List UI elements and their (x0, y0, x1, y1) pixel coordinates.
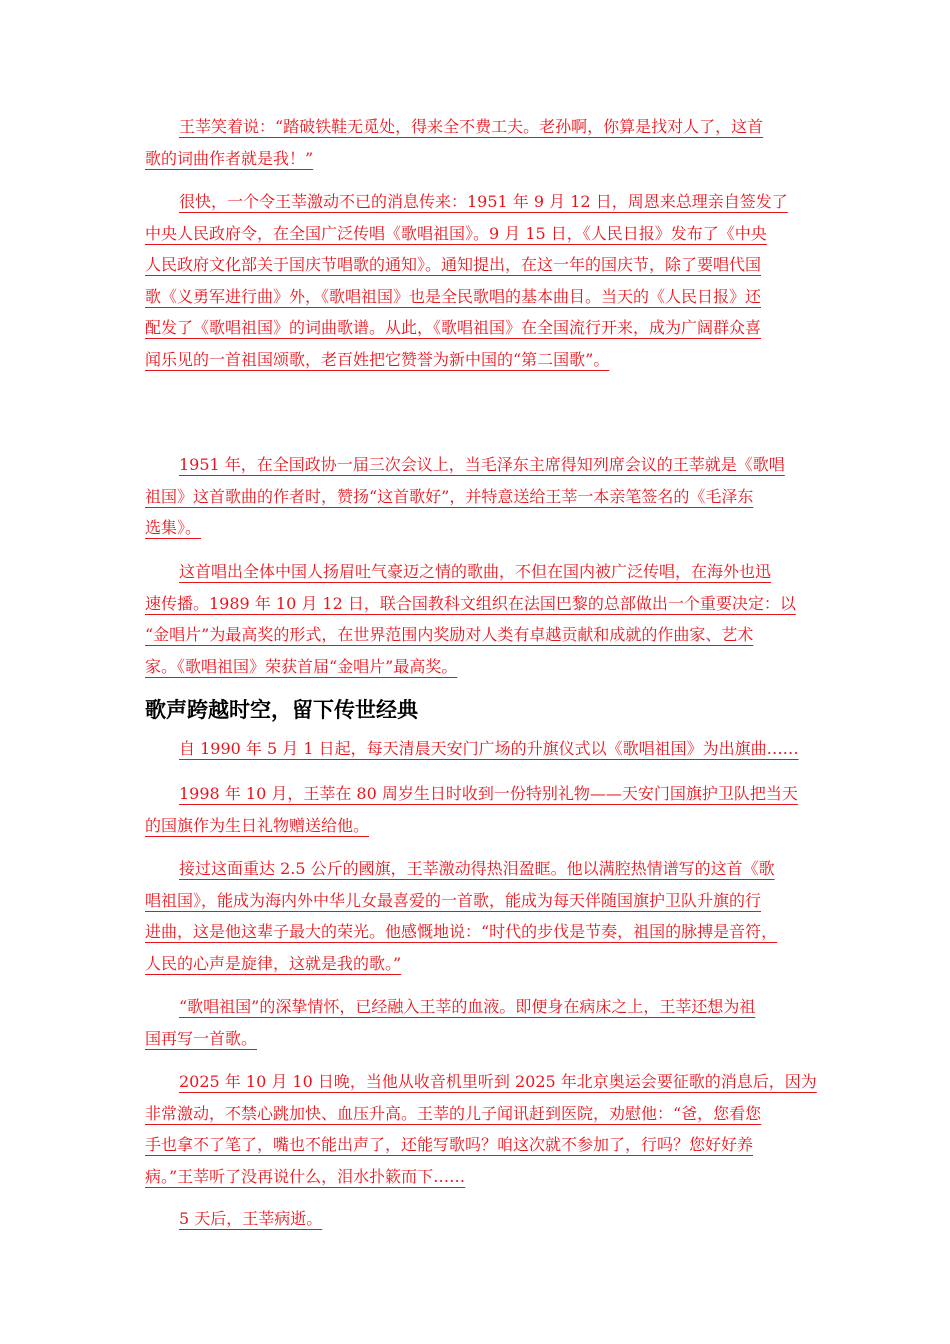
text-line: 唱祖国》，能成为海内外中华儿女最喜爱的一首歌，能成为每天伴随国旗护卫队升旗的行 (145, 890, 762, 910)
paragraph-1 (145, 111, 817, 174)
paragraph-6 (145, 778, 817, 841)
text-line: 1998 年 10 月，王莘在 80 周岁生日时收到一份特别礼物——天安门国旗护卫队把当天 (179, 784, 798, 803)
paragraph-3 (145, 449, 817, 544)
text-line: 祖国》这首歌曲的作者时，赞扬“这首歌好”，并特意送给王莘一本亲笔签名的《毛泽东 (145, 486, 754, 506)
paragraph-9 (145, 1066, 817, 1192)
text-line: “金唱片”为最高奖的形式，在世界范围内奖励对人类有卓越贡献和成就的作曲家、艺术 (145, 625, 754, 644)
text-line: 很快，一个令王莘激动不已的消息传来：1951 年 9 月 12 日，周恩来总理亲自签发了 (179, 192, 788, 211)
text-line: 接过这面重达 2.5 公斤的國旗，王莘激动得热泪盈眶。他以满腔热情谱写的这首《歌 (179, 859, 775, 878)
text-line: 1951 年，在全国政协一届三次会议上，当毛泽东主席得知列席会议的王莘就是《歌唱 (179, 455, 785, 474)
text-line: 中央人民政府令，在全国广泛传唱《歌唱祖国》。9 月 15 日，《人民日报》发布了《中央 (145, 223, 767, 243)
text-line: 配发了《歌唱祖国》的词曲歌谱。从此，《歌唱祖国》在全国流行开来，成为广阔群众喜 (145, 318, 762, 337)
text-line: 歌《义勇军进行曲》外，《歌唱祖国》也是全民歌唱的基本曲目。当天的《人民日报》还 (145, 286, 762, 306)
text-line: 非常激动，不禁心跳加快、血压升高。王莘的儿子闻讯赶到医院，劝慰他：“爸，您看您 (145, 1103, 762, 1123)
text-line: 速传播。1989 年 10 月 12 日，联合国教科文组织在法国巴黎的总部做出一个重要决定：以 (145, 593, 796, 613)
text-line: “歌唱祖国”的深挚情怀，已经融入王莘的血液。即便身在病床之上，王莘还想为祖 (179, 997, 756, 1016)
text-line: 5 天后，王莘病逝。 (179, 1209, 323, 1228)
text-line: 进曲，这是他这辈子最大的荣光。他感慨地说：“时代的步伐是节奏，祖国的脉搏是音符， (145, 922, 778, 941)
text-line: 自 1990 年 5 月 1 日起，每天清晨天安门广场的升旗仪式以《歌唱祖国》为出旗曲…… (179, 739, 799, 758)
paragraph-7 (145, 853, 817, 979)
text-line: 的国旗作为生日礼物赠送给他。 (145, 815, 370, 835)
paragraph-4 (145, 556, 817, 682)
paragraph-2 (145, 186, 817, 375)
text-line: 家。《歌唱祖国》荣获首届“金唱片”最高奖。 (145, 656, 458, 676)
text-line: 病。”王莘听了没再说什么，泪水扑簌而下…… (145, 1166, 466, 1186)
text-line: 闻乐见的一首祖国颂歌，老百姓把它赞誉为新中国的“第二国歌”。 (145, 349, 610, 369)
text-line: 这首唱出全体中国人扬眉吐气豪迈之情的歌曲，不但在国内被广泛传唱，在海外也迅 (179, 562, 772, 581)
text-line: 歌的词曲作者就是我！” (145, 148, 314, 168)
text-line: 手也拿不了笔了，嘴也不能出声了，还能写歌吗？咱这次就不参加了，行吗？您好好养 (145, 1135, 754, 1154)
text-line: 人民政府文化部关于国庆节唱歌的通知》。通知提出，在这一年的国庆节，除了要唱代国 (145, 255, 762, 274)
text-line: 国再写一首歌。 (145, 1028, 258, 1048)
text-line: 人民的心声是旋律，这就是我的歌。” (145, 953, 402, 973)
paragraph-5 (145, 733, 817, 765)
text-line: 王莘笑着说：“踏破铁鞋无觅处，得来全不费工夫。老孙啊，你算是找对人了，这首 (179, 117, 764, 136)
paragraph-8 (145, 991, 817, 1054)
text-line: 2025 年 10 月 10 日晚，当他从收音机里听到 2025 年北京奥运会要征歌的消息后，因为 (179, 1072, 817, 1091)
paragraph-10 (145, 1203, 817, 1235)
section-heading: 歌声跨越时空，留下传世经典 (145, 698, 418, 722)
text-line: 选集》。 (145, 518, 202, 537)
